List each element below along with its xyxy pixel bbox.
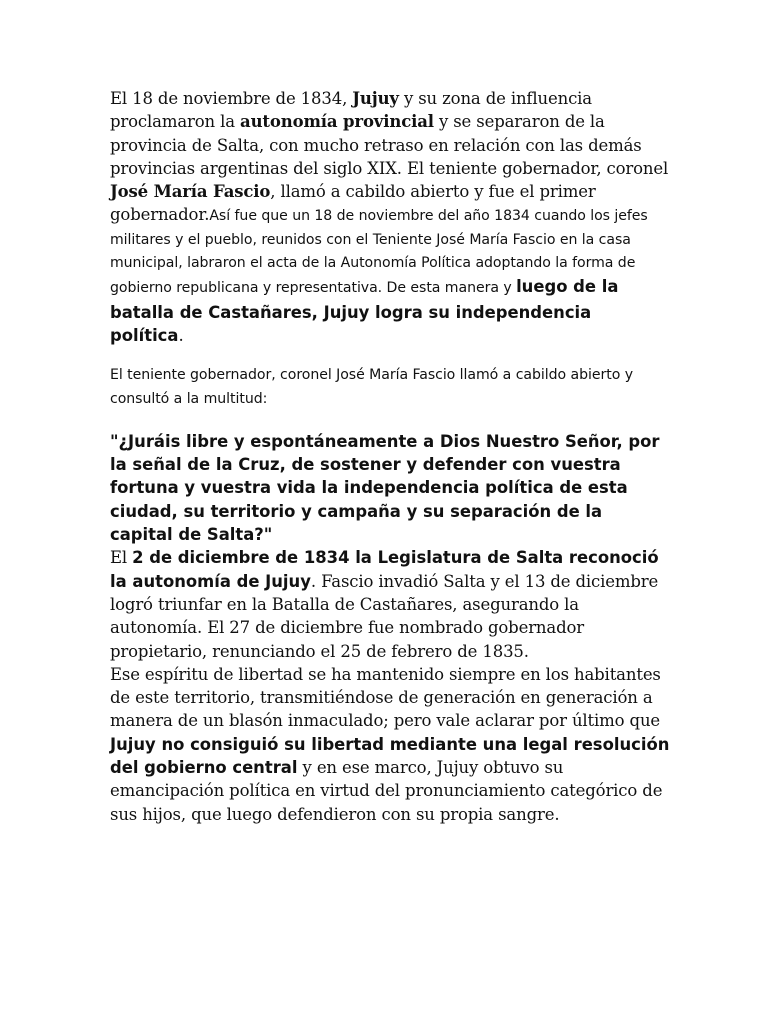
- bold-batalla-castanares: luego de la batalla de Castañares, Jujuy logra su independencia política: [110, 277, 619, 345]
- paragraph-cabildo: El teniente gobernador, coronel José María Fascio llamó a cabildo abierto y consultó a la multitud:: [110, 367, 633, 407]
- document-page: [110, 87, 670, 826]
- text-run-small: Así fue que un 18 de noviembre del año 1834 cuando los jefes militares y el pueblo, reunidos con el Teniente José María Fascio en la casa municipal, labraron el acta de la Autonomía Política adoptando la forma de gobierno republicana y representativa. De esta manera y: [110, 208, 648, 297]
- text-run: y en ese marco, Jujuy obtuvo su emancipación política en virtud del pronunciamiento categórico de sus hijos, que luego defendieron con su propia sangre.: [110, 758, 663, 824]
- text-run: El: [110, 548, 133, 568]
- text-run: Ese espíritu de libertad se ha mantenido siempre en los habitantes de este territorio, transmitiéndose de generación en generación a manera de un blasón inmaculado; pero vale aclarar por último que: [110, 664, 661, 731]
- text-run: . Fascio invadió Salta y el 13 de diciembre logró triunfar en la Batalla de Castañares, asegurando la autonomía. El 27 de diciembre fue nombrado gobernador propietario, renunciando el 25 de febrero de 1835.: [110, 571, 659, 661]
- bold-jujuy-libertad: Jujuy no consiguió su libertad mediante una legal resolución del gobierno central: [110, 734, 670, 778]
- bold-jose-maria-fascio: José María Fascio: [110, 182, 271, 202]
- bold-legislatura-salta: 2 de diciembre de 1834 la Legislatura de Salta reconoció la autonomía de Jujuy: [110, 548, 659, 591]
- paragraph-oath-and-history: [110, 430, 670, 826]
- bold-autonomia-provincial: autonomía provincial: [240, 112, 434, 132]
- text-run: , llamó a cabildo abierto y fue el primer gobernador.: [110, 182, 596, 225]
- text-run: .: [178, 325, 184, 345]
- text-run: El 18 de noviembre de 1834,: [110, 89, 353, 108]
- text-run: y se separaron de la provincia de Salta, con mucho retraso en relación con las demás provincias argentinas del siglo XIX. El teniente gobernador, coronel: [110, 112, 669, 178]
- bold-jujuy: Jujuy: [352, 89, 399, 108]
- paragraph-autonomy: [110, 87, 670, 347]
- text-run: y su zona de influencia proclamaron la: [110, 89, 592, 132]
- oath-quote: "¿Juráis libre y espontáneamente a Dios Nuestro Señor, por la señal de la Cruz, de sostener y defender con vuestra fortuna y vuestra vida la independencia política de esta ciudad, su territorio y campaña y su separación de la capital de Salta?": [110, 431, 660, 545]
